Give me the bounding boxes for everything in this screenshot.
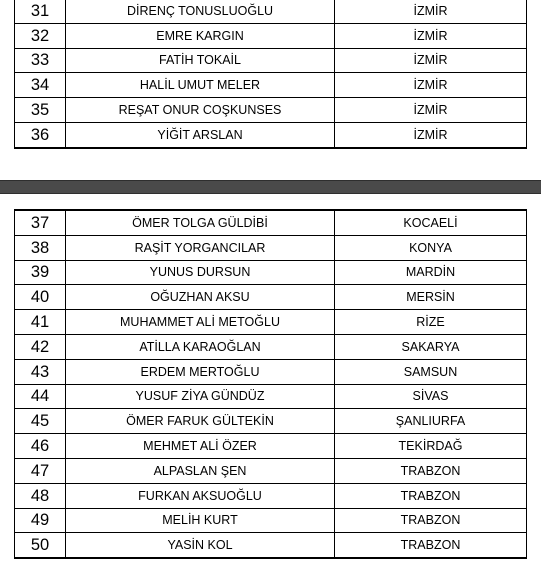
- row-number: 44: [15, 384, 66, 409]
- table-row: [15, 483, 527, 508]
- row-number: 47: [15, 458, 66, 483]
- roster-table-top: [14, 0, 527, 149]
- table-row: [15, 235, 527, 260]
- row-number: 37: [15, 210, 66, 235]
- city-name: MERSİN: [335, 285, 527, 310]
- person-name: FATİH TOKAİL: [66, 48, 335, 73]
- table-row: [15, 260, 527, 285]
- row-number: 36: [15, 122, 66, 147]
- person-name: OĞUZHAN AKSU: [66, 285, 335, 310]
- table-row: [15, 334, 527, 359]
- person-name: MEHMET ALİ ÖZER: [66, 434, 335, 459]
- table-row: [15, 210, 527, 235]
- table-row: [15, 310, 527, 335]
- row-number: 41: [15, 310, 66, 335]
- table-row: [15, 409, 527, 434]
- city-name: İZMİR: [335, 98, 527, 123]
- table-row: [15, 458, 527, 483]
- city-name: TEKİRDAĞ: [335, 434, 527, 459]
- roster-table-bottom: [14, 209, 527, 559]
- person-name: FURKAN AKSUOĞLU: [66, 483, 335, 508]
- city-name: İZMİR: [335, 23, 527, 48]
- table-row: [15, 73, 527, 98]
- table-row: [15, 0, 527, 23]
- table-row: [15, 48, 527, 73]
- city-name: RİZE: [335, 310, 527, 335]
- row-number: 43: [15, 359, 66, 384]
- city-name: ŞANLIURFA: [335, 409, 527, 434]
- city-name: TRABZON: [335, 508, 527, 533]
- city-name: MARDİN: [335, 260, 527, 285]
- city-name: TRABZON: [335, 458, 527, 483]
- row-number: 46: [15, 434, 66, 459]
- person-name: YUSUF ZİYA GÜNDÜZ: [66, 384, 335, 409]
- row-number: 33: [15, 48, 66, 73]
- row-number: 38: [15, 235, 66, 260]
- city-name: KONYA: [335, 235, 527, 260]
- person-name: ERDEM MERTOĞLU: [66, 359, 335, 384]
- person-name: YUNUS DURSUN: [66, 260, 335, 285]
- person-name: REŞAT ONUR COŞKUNSES: [66, 98, 335, 123]
- person-name: DİRENÇ TONUSLUOĞLU: [66, 0, 335, 23]
- row-number: 34: [15, 73, 66, 98]
- row-number: 32: [15, 23, 66, 48]
- person-name: RAŞİT YORGANCILAR: [66, 235, 335, 260]
- table-row: [15, 285, 527, 310]
- city-name: SAMSUN: [335, 359, 527, 384]
- person-name: MUHAMMET ALİ METOĞLU: [66, 310, 335, 335]
- row-number: 48: [15, 483, 66, 508]
- city-name: KOCAELİ: [335, 210, 527, 235]
- row-number: 42: [15, 334, 66, 359]
- row-number: 31: [15, 0, 66, 23]
- city-name: İZMİR: [335, 122, 527, 147]
- page-divider: [0, 180, 541, 194]
- table-row: [15, 508, 527, 533]
- person-name: ÖMER TOLGA GÜLDİBİ: [66, 210, 335, 235]
- person-name: YASİN KOL: [66, 533, 335, 558]
- person-name: HALİL UMUT MELER: [66, 73, 335, 98]
- table-row: [15, 434, 527, 459]
- table-row: [15, 533, 527, 558]
- table-row: [15, 122, 527, 147]
- person-name: ATİLLA KARAOĞLAN: [66, 334, 335, 359]
- table-row: [15, 98, 527, 123]
- table-row: [15, 384, 527, 409]
- city-name: İZMİR: [335, 48, 527, 73]
- row-number: 39: [15, 260, 66, 285]
- row-number: 40: [15, 285, 66, 310]
- person-name: MELİH KURT: [66, 508, 335, 533]
- row-number: 35: [15, 98, 66, 123]
- city-name: TRABZON: [335, 483, 527, 508]
- table-row: [15, 359, 527, 384]
- person-name: ÖMER FARUK GÜLTEKİN: [66, 409, 335, 434]
- row-number: 45: [15, 409, 66, 434]
- table-row: [15, 23, 527, 48]
- city-name: İZMİR: [335, 73, 527, 98]
- person-name: EMRE KARGIN: [66, 23, 335, 48]
- person-name: ALPASLAN ŞEN: [66, 458, 335, 483]
- city-name: SİVAS: [335, 384, 527, 409]
- row-number: 50: [15, 533, 66, 558]
- row-number: 49: [15, 508, 66, 533]
- city-name: İZMİR: [335, 0, 527, 23]
- city-name: TRABZON: [335, 533, 527, 558]
- city-name: SAKARYA: [335, 334, 527, 359]
- person-name: YİĞİT ARSLAN: [66, 122, 335, 147]
